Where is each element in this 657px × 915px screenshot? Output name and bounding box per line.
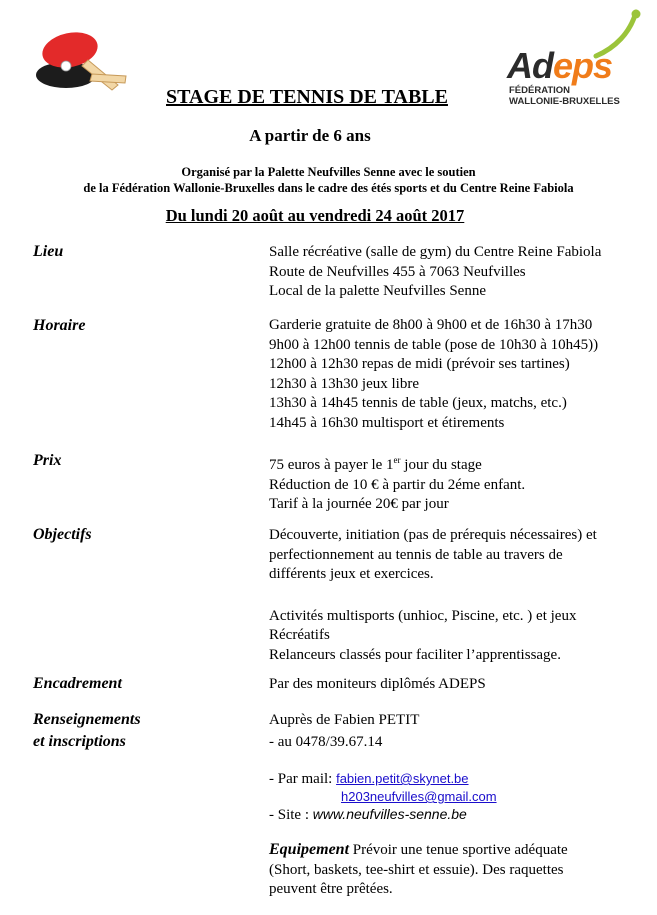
adeps-wordmark: Adeps xyxy=(507,45,613,86)
lieu-details xyxy=(269,243,601,302)
prix-details xyxy=(269,451,525,515)
objectifs-line: perfectionnement au tennis de table au travers de xyxy=(269,546,563,563)
lieu-line: Salle récréative (salle de gym) du Centre Reine Fabiola xyxy=(269,244,602,260)
horaire-line: 12h30 à 13h30 jeux libre xyxy=(269,375,419,392)
mail-label: - Par mail: xyxy=(269,771,337,787)
email-link-1[interactable]: fabien.petit@skynet.be xyxy=(336,771,469,786)
contact-site-row xyxy=(269,805,467,826)
objectifs-line: Activités multisports (unhioc, Piscine, etc. ) et jeux xyxy=(269,607,577,624)
organizer-line-1: Organisé par la Palette Neufvilles Senne avec le soutien xyxy=(181,165,476,179)
site-link[interactable]: www.neufvilles-senne.be xyxy=(312,806,467,822)
contact-phone: - au 0478/39.67.14 xyxy=(269,734,383,750)
objectifs-label: Objectifs xyxy=(33,526,92,543)
contact-name: Auprès de Fabien PETIT xyxy=(269,712,420,728)
horaire-line: Garderie gratuite de 8h00 à 9h00 et de 16h30 à 17h30 xyxy=(269,317,593,333)
horaire-line: 12h00 à 12h30 repas de midi (prévoir ses tartines) xyxy=(269,356,570,372)
lieu-line: Local de la palette Neufvilles Senne xyxy=(269,283,486,299)
page-title: STAGE DE TENNIS DE TABLE xyxy=(166,86,448,108)
inscriptions-label: et inscriptions xyxy=(33,733,126,750)
equipement-line-1: Equipement Prévoir une tenue sportive adéquate xyxy=(269,841,568,858)
lieu-line: Route de Neufvilles 455 à 7063 Neufvilles xyxy=(269,263,526,280)
prix-label: Prix xyxy=(33,452,62,469)
horaire-label: Horaire xyxy=(33,317,86,334)
objectifs-details xyxy=(269,526,597,665)
encadrement-text: Par des moniteurs diplômés ADEPS xyxy=(269,676,486,692)
objectifs-line: Récréatifs xyxy=(269,627,330,643)
encadrement-label: Encadrement xyxy=(33,675,122,692)
renseignements-label: Renseignements xyxy=(33,711,141,728)
objectifs-line: Découverte, initiation (pas de prérequis nécessaires) et xyxy=(269,527,597,543)
prix-line-1: 75 euros à payer le 1er jour du stage xyxy=(269,455,482,473)
equipement-label: Equipement xyxy=(269,841,350,858)
equipement-block xyxy=(269,840,568,900)
horaire-line: 14h45 à 16h30 multisport et étirements xyxy=(269,414,505,431)
prix-line-3: Tarif à la journée 20€ par jour xyxy=(269,496,449,512)
objectifs-line: différents jeux et exercices. xyxy=(269,566,434,582)
horaire-details xyxy=(269,316,598,433)
adeps-sub-2: WALLONIE-BRUXELLES xyxy=(509,96,620,107)
age-subtitle: A partir de 6 ans xyxy=(249,126,371,145)
prix-line-2: Réduction de 10 € à partir du 2éme enfant. xyxy=(269,476,526,493)
horaire-line: 9h00 à 12h00 tennis de table (pose de 10h30 à 10h45)) xyxy=(269,336,599,353)
objectifs-line: Relanceurs classés pour faciliter l’apprentissage. xyxy=(269,646,561,663)
equipement-line-3: peuvent être prêtées. xyxy=(269,881,393,897)
organizer-line-2: de la Fédération Wallonie-Bruxelles dans le cadre des étés sports et du Centre Reine Fabiola xyxy=(83,181,574,195)
site-label: - Site : xyxy=(269,807,313,823)
lieu-label: Lieu xyxy=(33,243,64,260)
stage-dates: Du lundi 20 août au vendredi 24 août 2017 xyxy=(165,206,465,225)
organizer-text xyxy=(0,164,657,196)
equipement-line-2: (Short, baskets, tee-shirt et essuie). Des raquettes xyxy=(269,861,564,878)
horaire-line: 13h30 à 14h45 tennis de table (jeux, matchs, etc.) xyxy=(269,395,567,411)
adeps-sub-1: FÉDÉRATION xyxy=(509,85,571,96)
email-link-2[interactable]: h203neufvilles@gmail.com xyxy=(341,789,497,804)
